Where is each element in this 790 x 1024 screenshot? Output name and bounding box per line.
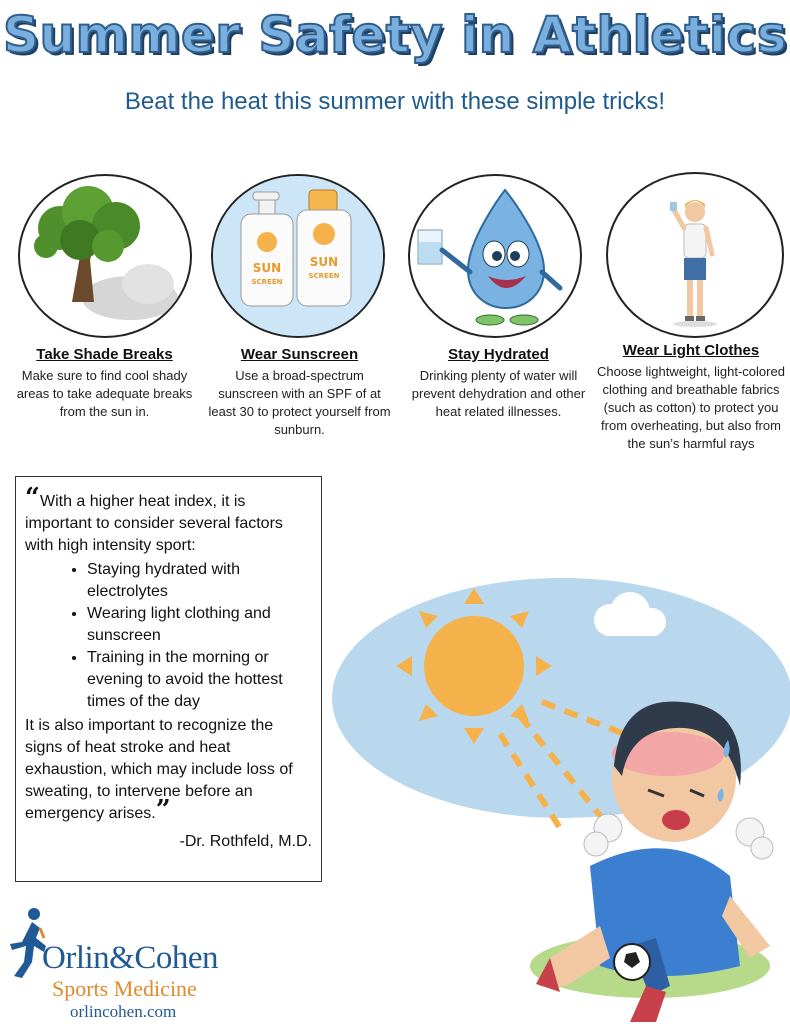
svg-text:SCREEN: SCREEN bbox=[308, 272, 340, 280]
logo-url[interactable]: orlincohen.com bbox=[70, 1002, 177, 1021]
quote-bullet: • Wearing light clothing and sunscreen bbox=[87, 603, 312, 647]
page-subtitle: Beat the heat this summer with these simple tricks! bbox=[124, 88, 666, 115]
shade-breaks-image bbox=[18, 174, 192, 338]
person-light-clothes-icon bbox=[608, 174, 782, 336]
tip-sunscreen bbox=[207, 346, 392, 439]
logo-tagline: Sports Medicine bbox=[52, 976, 197, 1001]
svg-text:SUN: SUN bbox=[309, 255, 339, 269]
tip-light-clothes bbox=[596, 342, 786, 453]
quote-box bbox=[15, 476, 322, 882]
page-title: Summer Safety in Athletics bbox=[3, 6, 787, 64]
tip-title: Wear Sunscreen bbox=[240, 346, 359, 363]
tip-body: Use a broad-spectrum sunscreen with an SPF of at least 30 to protect yourself from sunburn. bbox=[208, 368, 391, 437]
quote-outro: It is also important to recognize the signs of heat stroke and heat exhaustion, which may include loss of sweating, to intervene before an emergency arises. bbox=[25, 717, 293, 822]
quote-intro: With a higher heat index, it is important to consider several factors with high intensity sport: bbox=[25, 493, 283, 554]
quote-bullets bbox=[25, 559, 312, 713]
tip-title: Stay Hydrated bbox=[448, 346, 549, 363]
close-quote-mark: ” bbox=[155, 795, 171, 825]
svg-text:SCREEN: SCREEN bbox=[251, 278, 283, 286]
tip-title: Take Shade Breaks bbox=[36, 346, 173, 363]
quote-author: -Dr. Rothfeld, M.D. bbox=[179, 833, 312, 850]
logo-name: Orlin&Cohen bbox=[42, 940, 218, 976]
hydration-image bbox=[408, 174, 582, 338]
water-drop-mascot-icon bbox=[410, 176, 580, 336]
sunscreen-bottles-icon bbox=[213, 176, 383, 336]
sunscreen-image bbox=[211, 174, 385, 338]
open-quote-mark: “ bbox=[25, 483, 40, 513]
overheated-athlete-illustration bbox=[330, 566, 790, 1024]
quote-bullet: • Staying hydrated with electrolytes bbox=[87, 559, 312, 603]
tip-body: Drinking plenty of water will prevent dehydration and other heat related illnesses. bbox=[411, 368, 586, 419]
tip-hydrated bbox=[406, 346, 591, 421]
tip-body: Choose lightweight, light-colored clothing and breathable fabrics (such as cotton) to protect you from overheating, but also from the sun’s harmful rays bbox=[597, 364, 785, 451]
light-clothes-image bbox=[606, 172, 784, 338]
tree-icon bbox=[20, 176, 190, 336]
quote-bullet: • Training in the morning or evening to avoid the hottest times of the day bbox=[87, 647, 312, 713]
tip-title: Wear Light Clothes bbox=[622, 342, 760, 359]
svg-text:SUN: SUN bbox=[252, 261, 282, 275]
tip-shade-breaks bbox=[12, 346, 197, 421]
tip-body: Make sure to find cool shady areas to take adequate breaks from the sun in. bbox=[16, 368, 193, 419]
